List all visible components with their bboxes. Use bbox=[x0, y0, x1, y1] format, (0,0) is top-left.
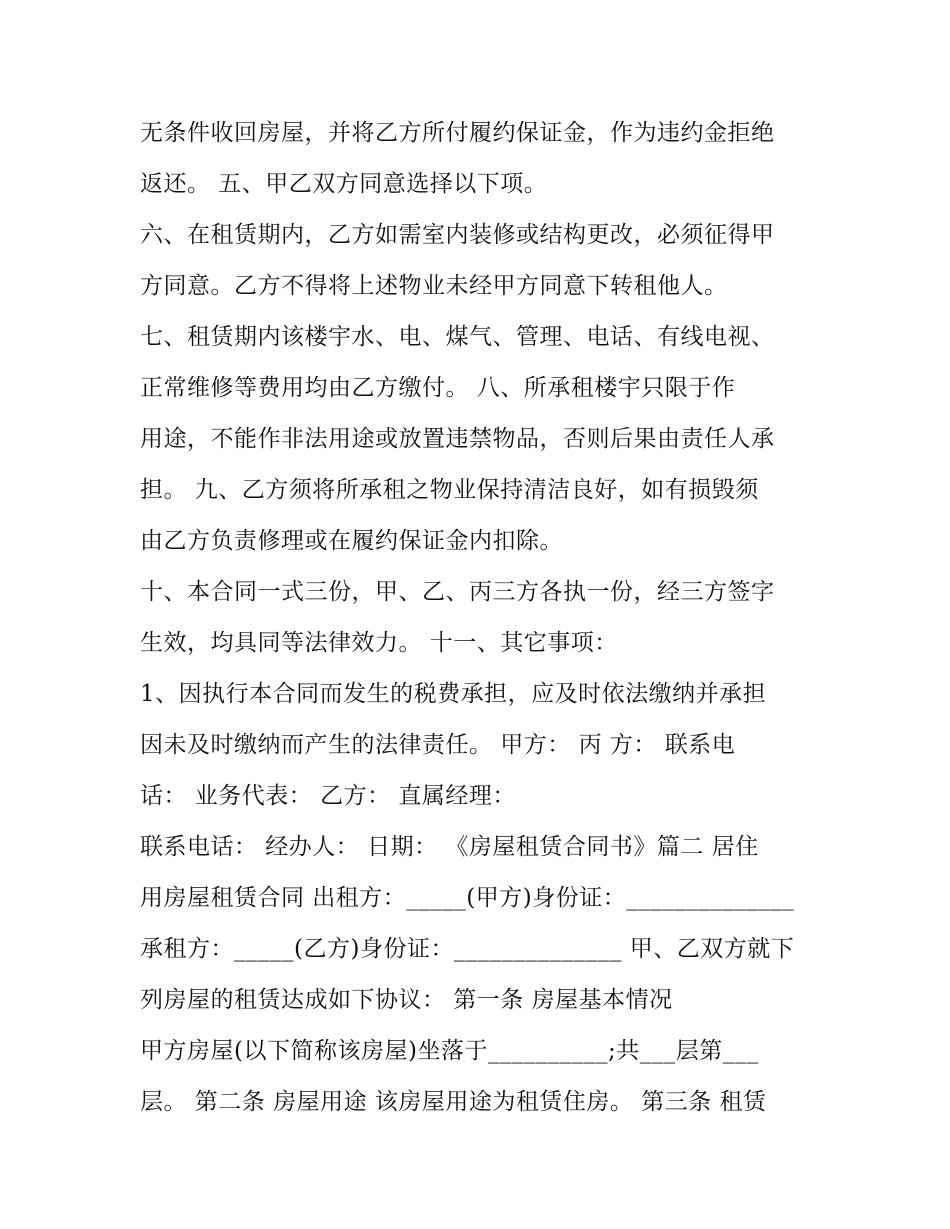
text-line-14: 话： 业务代表： 乙方： 直属经理： bbox=[140, 783, 516, 809]
text-line-10: 十、本合同一式三份，甲、乙、丙三方各执一份，经三方签字 bbox=[140, 579, 775, 605]
text-line-6: 正常维修等费用均由乙方缴付。 八、所承租楼宇只限于作 bbox=[140, 375, 736, 401]
text-line-8: 担。 九、乙方须将所承租之物业保持清洁良好，如有损毁须 bbox=[140, 477, 759, 503]
text-line-20: 层。 第二条 房屋用途 该房屋用途为租赁住房。 第三条 租赁 bbox=[140, 1089, 767, 1115]
text-line-5: 七、租赁期内该楼宇水、电、煤气、管理、电话、有线电视、 bbox=[140, 324, 775, 350]
text-line-19: 甲方房屋(以下简称该房屋)坐落于__________;共___层第___ bbox=[140, 1038, 759, 1064]
text-line-11: 生效，均具同等法律效力。 十一、其它事项： bbox=[140, 630, 618, 656]
text-line-4: 方同意。乙方不得将上述物业未经甲方同意下转租他人。 bbox=[140, 273, 728, 299]
text-line-15: 联系电话： 经办人： 日期： 《房屋租赁合同书》篇二 居住 bbox=[140, 834, 759, 860]
text-line-3: 六、在租赁期内，乙方如需室内装修或结构更改，必须征得甲 bbox=[140, 222, 775, 248]
text-line-7: 用途，不能作非法用途或放置违禁物品，否则后果由责任人承 bbox=[140, 426, 775, 452]
text-line-18: 列房屋的租赁达成如下协议： 第一条 房屋基本情况 bbox=[140, 987, 673, 1013]
text-line-9: 由乙方负责修理或在履约保证金内扣除。 bbox=[140, 528, 563, 554]
text-line-16: 用房屋租赁合同 出租方：_____(甲方)身份证：______________ bbox=[140, 885, 795, 911]
text-line-12: 1、因执行本合同而发生的税费承担，应及时依法缴纳并承担 bbox=[140, 681, 767, 707]
text-line-1: 无条件收回房屋，并将乙方所付履约保证金，作为违约金拒绝 bbox=[140, 120, 775, 146]
text-line-2: 返还。 五、甲乙双方同意选择以下项。 bbox=[140, 171, 548, 197]
text-line-13: 因未及时缴纳而产生的法律责任。 甲方： 丙 方： 联系电 bbox=[140, 732, 736, 758]
document-body bbox=[140, 108, 820, 1128]
text-line-17: 承租方：_____(乙方)身份证：______________ 甲、乙双方就下 bbox=[140, 936, 795, 962]
